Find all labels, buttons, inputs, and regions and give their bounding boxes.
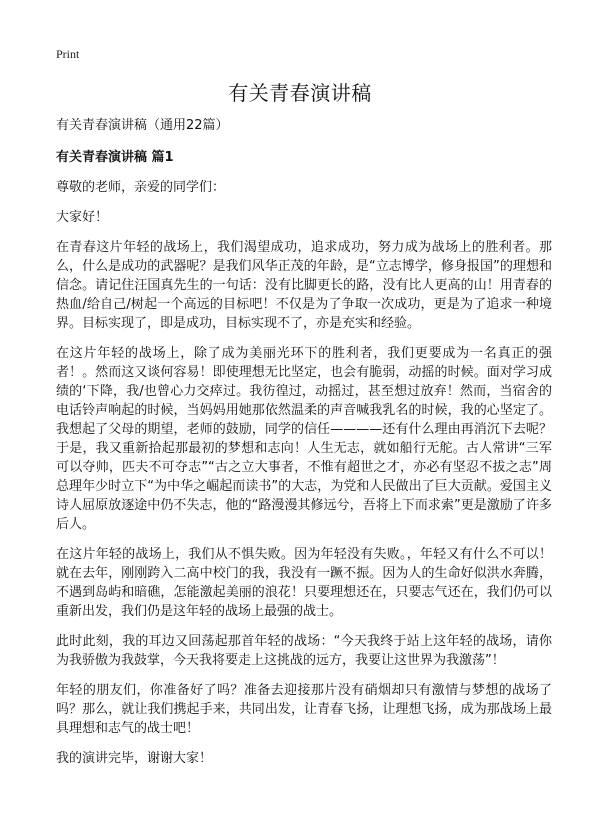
paragraph-strong-will: 在这片年轻的战场上，除了成为美丽光环下的胜利者，我们更要成为一名真正的强者！。然而这又谈何容易！即使理想无比坚定，也会有脆弱，动摇的时候。面对学习成绩的‘下降，我/也曾心力交瘁过。我彷徨过，动摇过，甚至想过放弃！然而，当宿舍的电话铃声响起的时候，当妈妈用她那依然温柔的声音喊我乳名的时候，我的心坚定了。我想起了父母的期望，老师的鼓励，同学的信任————还有什么理由再消沉下去呢？于是，我又重新拾起那最初的梦想和志向！人生无志，就如船行无舵。古人常讲“三军可以夺帅，匹夫不可夺志”“古之立大事者，不惟有超世之才，亦必有坚忍不拔之志”周总理年少时立下“为中华之崛起而读书”的大志，为党和人民做出了巨大贡献。爱国主义诗人屈原放逐途中仍不失志，他的“路漫漫其修远兮，吾将上下而求索”更是激励了许多后人。 — [56, 346, 552, 532]
paragraph-no-fear: 在这片年轻的战场上，我们从不惧失败。因为年轻没有失败。，年轻又有什么不可以！就在去年，刚刚跨入二高中校门的我，我没有一蹶不振。因为人的生命好似洪水奔腾，不遇到岛屿和暗礁，怎能激起美丽的浪花！只要理想还在，只要志气还在，我们仍可以重新出发，我们仍是这年轻的战场上最强的战士。 — [56, 547, 552, 619]
print-link[interactable]: Print — [56, 47, 80, 61]
document-subtitle: 有关青春演讲稿（通用22篇） — [56, 118, 229, 133]
paragraph-success: 在青春这片年轻的战场上，我们渴望成功，追求成功，努力成为战场上的胜利者。那么，什么是成功的武器呢？是我们风华正茂的年龄，是“立志博学，修身报国”的理想和信念。请记住汪国真先生的一句话：没有比脚更长的路，没有比人更高的山！用青春的热血/给自己/树起一个高远的目标吧！不仅是为了争取一次成功，更是为了追求一种境界。目标实现了，即是成功，目标实现不了，亦是充实和经验。 — [56, 240, 552, 331]
document-title: 有关青春演讲稿 — [228, 81, 372, 105]
document-body — [56, 116, 552, 779]
section-heading: 有关青春演讲稿 篇1 — [56, 150, 174, 165]
paragraph-song: 此时此刻，我的耳边又回荡起那首年轻的战场：“今天我终于站上这年轻的战场，请你为我骄傲为我鼓掌，今天我将要走上这挑战的远方，我要让这世界为我激荡”！ — [56, 634, 552, 668]
paragraph-closing: 我的演讲完毕，谢谢大家！ — [56, 751, 213, 766]
paragraph-salutation: 尊敬的老师，亲爱的同学们： — [56, 180, 226, 195]
paragraph-greeting: 大家好！ — [56, 210, 109, 225]
paragraph-call-to-action: 年轻的朋友们，你准备好了吗？准备去迎接那片没有硝烟却只有激情与梦想的战场了吗？那么，就让我们携起手来，共同出发，让青春飞扬，让理想飞扬，成为那战场上最具理想和志气的战士吧！ — [56, 683, 552, 736]
